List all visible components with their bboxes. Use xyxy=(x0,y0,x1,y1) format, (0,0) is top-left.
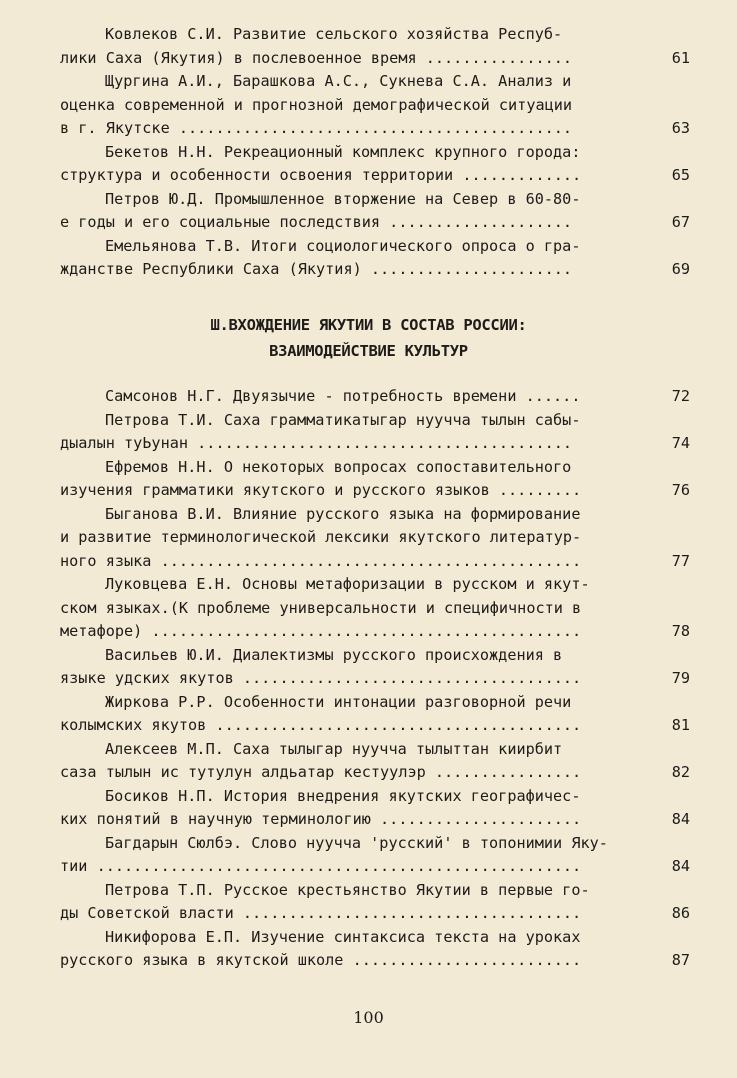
toc-entry-line: тии ..................................................... xyxy=(60,857,582,875)
toc-page-number: 84 xyxy=(671,857,690,875)
toc-entry-line: и развитие терминологической лексики якутского литератур- xyxy=(60,528,582,546)
toc-entry-line: Самсонов Н.Г. Двуязычие - потребность времени ...... xyxy=(105,387,581,405)
toc-page-number: 63 xyxy=(671,119,690,137)
toc-entry-line: Босиков Н.П. История внедрения якутских географичес- xyxy=(105,786,581,805)
toc-page-number: 78 xyxy=(671,622,690,640)
toc-entry-line: языке удских якутов ..................................... xyxy=(60,669,582,687)
toc-entry-line: оценка современной и прогнозной демографической ситуации xyxy=(60,95,573,114)
toc-block-2 xyxy=(60,385,690,973)
toc-entry-line: Ефремов Н.Н. О некоторых вопросах сопоставительного xyxy=(105,457,572,476)
toc-entry-line: Алексеев М.П. Саха тылыгар нуучча тылыттан киирбит xyxy=(105,739,563,758)
toc-entry-line: Никифорова Е.П. Изучение синтаксиса текста на уроках xyxy=(105,927,581,946)
toc-entry-line: ском языках.(К проблеме универсальности и специфичности в xyxy=(60,598,582,617)
toc-page-number: 86 xyxy=(671,904,690,922)
toc-entry-line: структура и особенности освоения территории ............. xyxy=(60,166,582,184)
toc-page-number: 81 xyxy=(671,716,690,734)
toc-page-number: 61 xyxy=(671,48,690,67)
toc-entry xyxy=(60,23,690,70)
toc-page-number: 82 xyxy=(671,763,690,781)
toc-entry xyxy=(60,456,690,503)
toc-entry-line: Щургина А.И., Барашкова А.С., Сукнева С.А. Анализ и xyxy=(105,72,572,90)
toc-entry-line: е годы и его социальные последствия .................... xyxy=(60,213,573,231)
toc-entry-line: ких понятий в научную терминологию ...................... xyxy=(60,810,582,828)
toc-page-number: 65 xyxy=(671,166,690,184)
toc-entry-line: русского языка в якутской школе ......................... xyxy=(60,951,582,969)
toc-entry-line: Петрова Т.П. Русское крестьянство Якутии в первые го- xyxy=(105,880,590,899)
toc-block-1 xyxy=(60,23,690,282)
toc-entry-line: Ковлеков С.И. Развитие сельского хозяйства Респуб- xyxy=(105,25,563,43)
toc-entry xyxy=(60,188,690,235)
toc-entry-line: дыалын туЬунан ......................................... xyxy=(60,434,573,452)
toc-entry xyxy=(60,879,690,926)
toc-page-number: 79 xyxy=(671,669,690,687)
toc-entry-line: лики Саха (Якутия) в послевоенное время ................ xyxy=(60,48,573,67)
toc-entry xyxy=(60,573,690,644)
section-title: ВЗАИМОДЕЙСТВИЕ КУЛЬТУР xyxy=(269,342,468,360)
toc-entry xyxy=(60,926,690,973)
toc-entry xyxy=(60,235,690,282)
toc-entry xyxy=(60,409,690,456)
toc-entry-line: Бекетов Н.Н. Рекреационный комплекс крупного города: xyxy=(105,142,581,161)
toc-entry xyxy=(60,738,690,785)
toc-entry-line: жданстве Республики Саха (Якутия) ...................... xyxy=(60,260,573,278)
toc-entry xyxy=(60,503,690,574)
toc-entry xyxy=(60,70,690,141)
toc-entry-line: саза тылын ис тутулун алдьатар кестуулэр ................ xyxy=(60,763,582,781)
toc-entry xyxy=(60,141,690,188)
toc-entry-line: Петров Ю.Д. Промышленное вторжение на Север в 60-80- xyxy=(105,189,581,208)
toc-page-number: 87 xyxy=(671,951,690,969)
toc-entry-line: Луковцева Е.Н. Основы метафоризации в русском и якут- xyxy=(105,575,590,593)
toc-entry-line: Быганова В.И. Влияние русского языка на формирование xyxy=(105,504,581,523)
page-number-footer: 100 xyxy=(353,1008,384,1027)
toc-entry xyxy=(60,832,690,879)
toc-entry xyxy=(60,785,690,832)
toc-page-number: 67 xyxy=(671,213,690,231)
toc-entry-line: ды Советской власти ..................................... xyxy=(60,904,582,922)
toc-entry xyxy=(60,644,690,691)
toc-page-number: 74 xyxy=(671,434,690,452)
toc-entry-line: в г. Якутске ........................................... xyxy=(60,119,573,137)
section-title: Ш.ВХОЖДЕНИЕ ЯКУТИИ В СОСТАВ РОССИИ: xyxy=(210,316,527,334)
toc-entry-line: Емельянова Т.В. Итоги социологического опроса о гра- xyxy=(105,236,581,255)
toc-entry-line: Петрова Т.И. Саха грамматикатыгар нуучча тылын сабы- xyxy=(105,410,581,429)
toc-entry xyxy=(60,691,690,738)
toc-entry-line: ного языка .............................................. xyxy=(60,551,582,570)
toc-page-number: 77 xyxy=(671,551,690,570)
toc-page-number: 76 xyxy=(671,481,690,499)
toc-entry-line: Багдарын Сюлбэ. Слово нуучча 'русский' в топонимии Яку- xyxy=(105,833,608,852)
toc-entry-line: колымских якутов ........................................ xyxy=(60,716,582,734)
toc-entry-line: метафоре) ............................................... xyxy=(60,622,582,640)
toc-entry xyxy=(60,385,690,409)
toc-entry-line: Васильев Ю.И. Диалектизмы русского происхождения в xyxy=(105,645,563,664)
toc-entry-line: изучения грамматики якутского и русского языков ......... xyxy=(60,481,582,499)
toc-page-number: 72 xyxy=(671,387,690,405)
toc-page-number: 84 xyxy=(671,810,690,828)
toc-page-number: 69 xyxy=(671,260,690,278)
toc-entry-line: Жиркова Р.Р. Особенности интонации разговорной речи xyxy=(105,692,572,711)
